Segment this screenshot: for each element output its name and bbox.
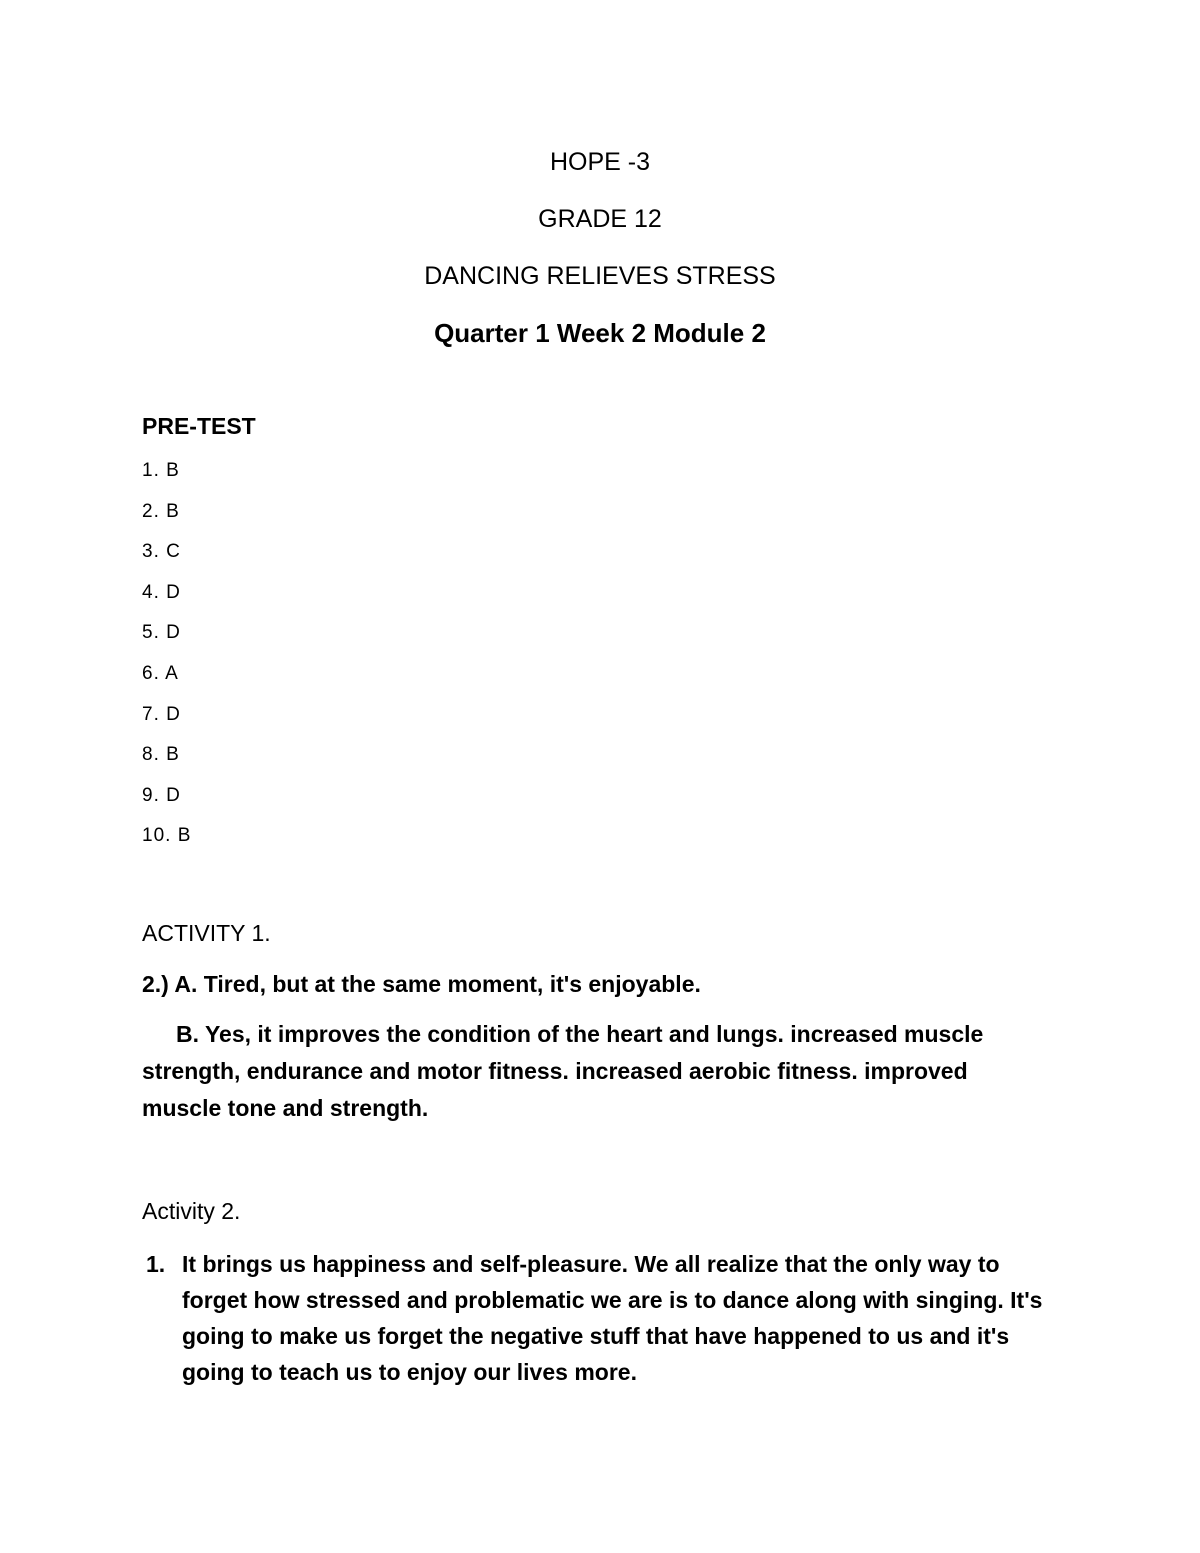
- activity1-heading: ACTIVITY 1.: [142, 920, 271, 946]
- pretest-answer: 1. B: [142, 460, 180, 481]
- list-item: [142, 1246, 1062, 1390]
- subject-title: HOPE -3: [549, 148, 651, 176]
- activity2-heading: Activity 2.: [142, 1198, 241, 1224]
- module-title: Quarter 1 Week 2 Module 2: [434, 318, 766, 348]
- list-item-text: It brings us happiness and self-pleasure. We all realize that the only way to forget how stressed and problematic we are is to dance along with singing. It's going to make us forget the negative stuff that have happened to us and it's going to teach us to enjoy our lives more.: [182, 1251, 1043, 1385]
- pretest-heading: PRE-TEST: [142, 413, 256, 439]
- pretest-answer: 2. B: [142, 500, 180, 522]
- grade-title: GRADE 12: [538, 205, 662, 233]
- activity1-answer-b: B. Yes, it improves the condition of the heart and lungs. increased muscle strength, endurance and motor fitness. increased aerobic fitness. improved muscle tone and strength.: [142, 1021, 984, 1121]
- activity1-answer-b-block: [142, 1016, 1022, 1127]
- activity1-answer-a: 2.) A. Tired, but at the same moment, it's enjoyable.: [142, 971, 701, 997]
- list-item-number: 1.: [146, 1251, 166, 1277]
- pretest-answer: 5. D: [142, 622, 181, 644]
- pretest-answer: 6. A: [142, 662, 179, 684]
- topic-title: DANCING RELIEVES STRESS: [424, 262, 776, 290]
- activity2-list: [142, 1246, 1062, 1390]
- pretest-answer: 4. D: [142, 581, 181, 603]
- pretest-answer: 3. C: [142, 541, 181, 563]
- pretest-answer-list: [142, 460, 191, 866]
- pretest-answer: 8. B: [142, 744, 180, 766]
- pretest-answer: 9. D: [142, 784, 181, 806]
- pretest-answer: 7. D: [142, 703, 181, 725]
- pretest-answer: 10. B: [142, 825, 192, 847]
